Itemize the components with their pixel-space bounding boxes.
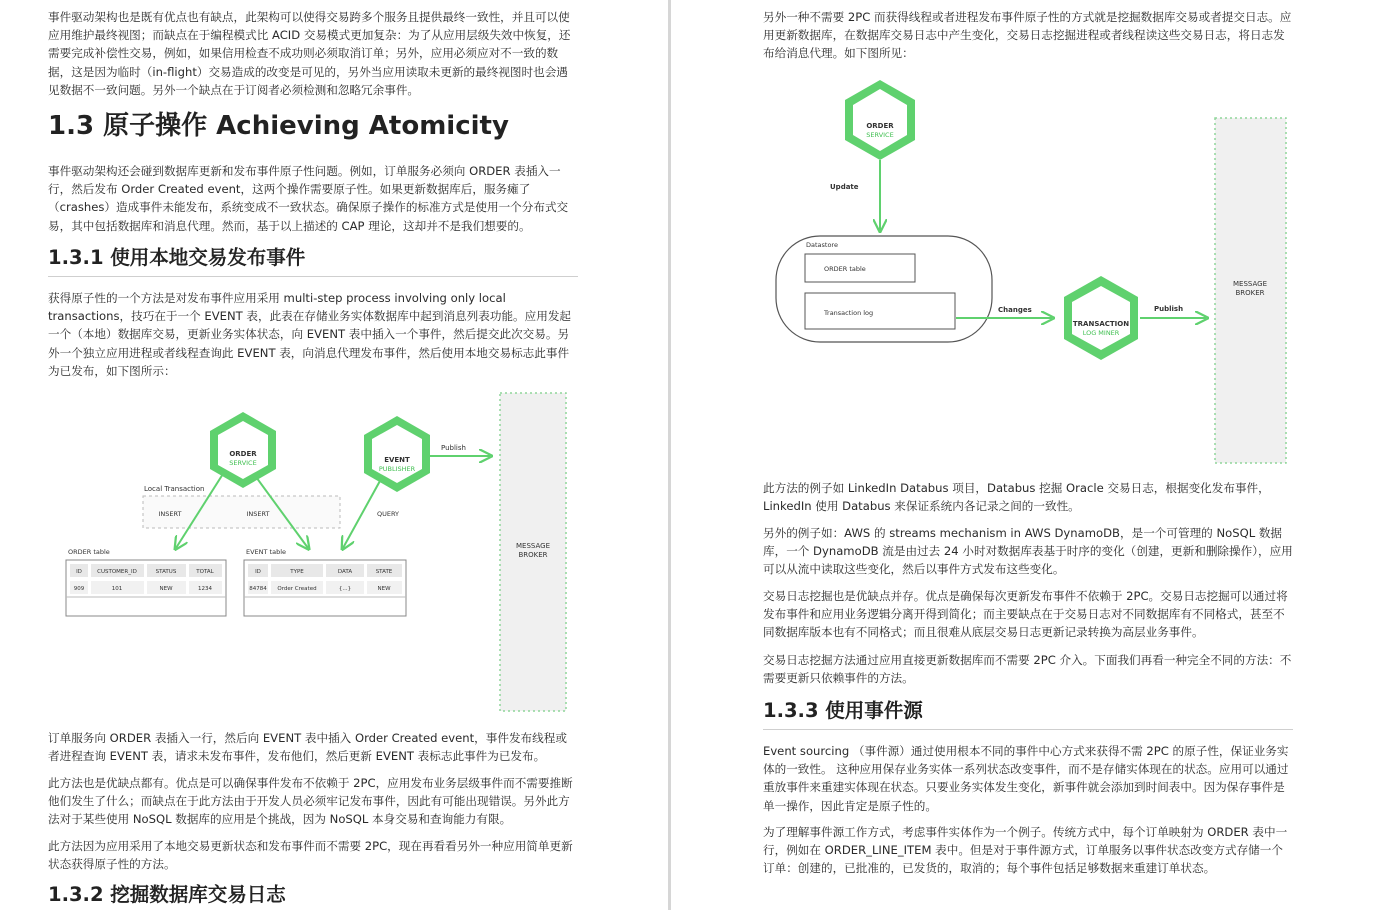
heading-rule [48, 276, 578, 277]
paragraph-event-sourcing-1: Event sourcing （事件源）通过使用根本不同的事件中心方式来获得不需 2PC 的原子性，保证业务实体的一致性。 这种应用保存业务实体一系列状态改变事件，而不是存储实体现在的状态。应用可以通过重放事件来重建实体现在状态。只要业务实体发生变化，新事件就会添加到时间表中。因为保存事件是单一操作，因此肯定是原子性的。 [763, 744, 1289, 813]
miner-line1: TRANSACTION [1072, 320, 1130, 328]
paragraph-local-transaction: 获得原子性的一个方法是对发布事件应用采用 multi-step process involving only local transactions，技巧在于一个 EVENT 表，此表在存储业务实体数据库中起到消息列表功能。应用发起一个（本地）数据库交易，更新业务实体状态，向 EVENT 表中插入一个事件，然后提交此次交易。另外一个独立应用进程或者线程查询此 EVENT 表，向消息代理发布事件，然后使用本地交易标志此事件为已发布，如下图所示： [48, 291, 572, 378]
order-service-line1: ORDER [866, 122, 894, 130]
heading-rule [763, 729, 1293, 730]
paragraph-event-sourcing-2: 为了理解事件源工作方式，考虑事件实体作为一个例子。传统方式中，每个订单映射为 ORDER 表中一行，例如在 ORDER_LINE_ITEM 表中。但是对于事件源方式，订单服务以事件状态改变方式存储一个订单：创建的，已批准的，已发货的，取消的；每个事件包括足够数据来重建订单状态。 [763, 825, 1288, 876]
datastore-label: Datastore [806, 241, 838, 249]
heading-1-3-3: 1.3.3 使用事件源 [763, 699, 923, 722]
right-page [672, 0, 1377, 910]
paragraph-after-diagram-1: 订单服务向 ORDER 表插入一行，然后向 EVENT 表中插入 Order Created event，事件发布线程或者进程查询 EVENT 表，请求未发布事件，发布他们，然后更新 EVENT 表标志此事件为已发布。 [48, 731, 567, 764]
event-th-state: STATE [375, 569, 393, 575]
miner-line2: LOG MINER [1082, 329, 1120, 337]
order-th-id: ID [76, 569, 82, 575]
update-label: Update [830, 183, 859, 191]
local-transaction-label: Local Transaction [144, 485, 205, 493]
order-table-label: ORDER table [68, 548, 110, 556]
publish-label: Publish [1154, 305, 1184, 313]
event-td-type: Order Created [277, 586, 317, 592]
event-publisher-line1: EVENT [384, 456, 410, 464]
page-divider [668, 0, 671, 910]
message-broker-line2: BROKER [518, 551, 548, 559]
order-table [66, 560, 226, 616]
paragraph-intro: 事件驱动架构也是既有优点也有缺点，此架构可以使得交易跨多个服务且提供最终一致性，并且可以使应用维护最终视图；而缺点在于编程模式比 ACID 交易模式更加复杂：为了从应用层级失效中恢复，还需要完成补偿性交易，例如，如果信用检查不成功则必须取消订单；另外，应用必须应对不一致的数据，这是因为临时（in-flight）交易造成的改变是可见的，另外当应用读取未更新的最终视图时也会遇见数据不一致问题。另外一个缺点在于订阅者必须检测和忽略冗余事件。 [48, 10, 571, 97]
message-broker-line1: MESSAGE [516, 542, 550, 550]
order-th-customer: CUSTOMER_ID [97, 569, 137, 575]
message-broker-line2: BROKER [1235, 289, 1265, 297]
paragraph-log-mining-pros-cons: 交易日志挖掘也是优缺点并存。优点是确保每次更新发布事件不依赖于 2PC。交易日志挖掘可以通过将发布事件和应用业务逻辑分离开得到简化；而主要缺点在于交易日志对不同数据库有不同格式，甚至不同数据库版本也有不同格式；而且很难从底层交易日志更新记录转换为高层业务事件。 [763, 589, 1288, 640]
order-service-line2: SERVICE [866, 131, 894, 139]
message-broker-line1: MESSAGE [1233, 280, 1267, 288]
order-td-customer: 101 [111, 586, 123, 592]
event-th-id: ID [255, 569, 261, 575]
paragraph-log-mining-intro: 另外一种不需要 2PC 而获得线程或者进程发布事件原子性的方式就是挖掘数据库交易或者提交日志。应用更新数据库，在数据库交易日志中产生变化，交易日志挖掘进程或者线程读这些交易日志，将日志发布给消息代理。如下图所见： [763, 10, 1292, 61]
event-th-data: DATA [337, 569, 353, 575]
left-page [0, 0, 668, 910]
diagram-transaction-log-mining [768, 72, 1298, 472]
paragraph-aws-dynamodb: 另外的例子如：AWS 的 streams mechanism in AWS DynamoDB，是一个可管理的 NoSQL 数据库，一个 DynamoDB 流是由过去 24 小时对数据库表基于时序的变化（创建，更新和删除操作），应用可以从流中读取这些变化，然后以事件方式发布这些变化。 [763, 526, 1293, 577]
order-table-label: ORDER table [824, 265, 866, 273]
order-th-status: STATUS [155, 569, 177, 575]
order-td-status: NEW [159, 586, 173, 592]
changes-label: Changes [998, 306, 1032, 314]
paragraph-pros-cons-local: 此方法也是优缺点都有。优点是可以确保事件发布不依赖于 2PC，应用发布业务层级事件而不需要推断他们发生了什么；而缺点在于此方法由于开发人员必须牢记发布事件，因此有可能出现错误。另外此方法对于某些使用 NoSQL 数据库的应用是个挑战，因为 NoSQL 本身交易和查询能力有限。 [48, 776, 573, 827]
publish-label: Publish [441, 444, 466, 452]
query-label: QUERY [376, 510, 400, 518]
paragraph-log-mining-next: 交易日志挖掘方法通过应用直接更新数据库而不需要 2PC 介入。下面我们再看一种完全不同的方法：不需要更新只依赖事件的方法。 [763, 653, 1292, 686]
event-td-id: 84784 [249, 586, 267, 592]
heading-achieving-atomicity: 1.3 原子操作 Achieving Atomicity [48, 111, 509, 141]
order-td-id: 909 [73, 586, 85, 592]
heading-1-3-2: 1.3.2 挖掘数据库交易日志 [48, 883, 286, 906]
heading-1-3-1: 1.3.1 使用本地交易发布事件 [48, 246, 306, 269]
order-td-total: 1234 [198, 586, 212, 592]
transaction-log-label: Transaction log [824, 309, 874, 317]
event-td-data: {...} [338, 586, 352, 592]
event-table [244, 560, 406, 616]
paragraph-linkedin-databus: 此方法的例子如 LinkedIn Databus 项目，Databus 挖掘 Oracle 交易日志，根据变化发布事件，LinkedIn 使用 Databus 来保证系统内各记录之间的一致性。 [763, 481, 1270, 514]
diagram-local-transaction [48, 388, 578, 718]
order-service-line2: SERVICE [229, 459, 257, 467]
order-th-total: TOTAL [196, 569, 214, 575]
insert-label-a: INSERT [158, 510, 182, 518]
paragraph-transition: 此方法因为应用采用了本地交易更新状态和发布事件而不需要 2PC，现在再看看另外一种应用简单更新状态获得原子性的方法。 [48, 839, 573, 872]
order-service-line1: ORDER [229, 450, 257, 458]
insert-label-b: INSERT [246, 510, 270, 518]
event-publisher-line2: PUBLISHER [378, 465, 416, 473]
event-table-label: EVENT table [246, 548, 287, 556]
event-td-state: NEW [377, 586, 391, 592]
paragraph-atomicity: 事件驱动架构还会碰到数据库更新和发布事件原子性问题。例如，订单服务必须向 ORDER 表插入一行，然后发布 Order Created event，这两个操作需要原子性。如果更新数据库后，服务瘫了（crashes）造成事件未能发布，系统变成不一致状态。确保原子操作的标准方式是使用一个分布式交易，其中包括数据库和消息代理。然而，基于以上描述的 CAP 理论，这却并不是我们想要的。 [48, 164, 569, 233]
event-th-type: TYPE [290, 569, 304, 575]
